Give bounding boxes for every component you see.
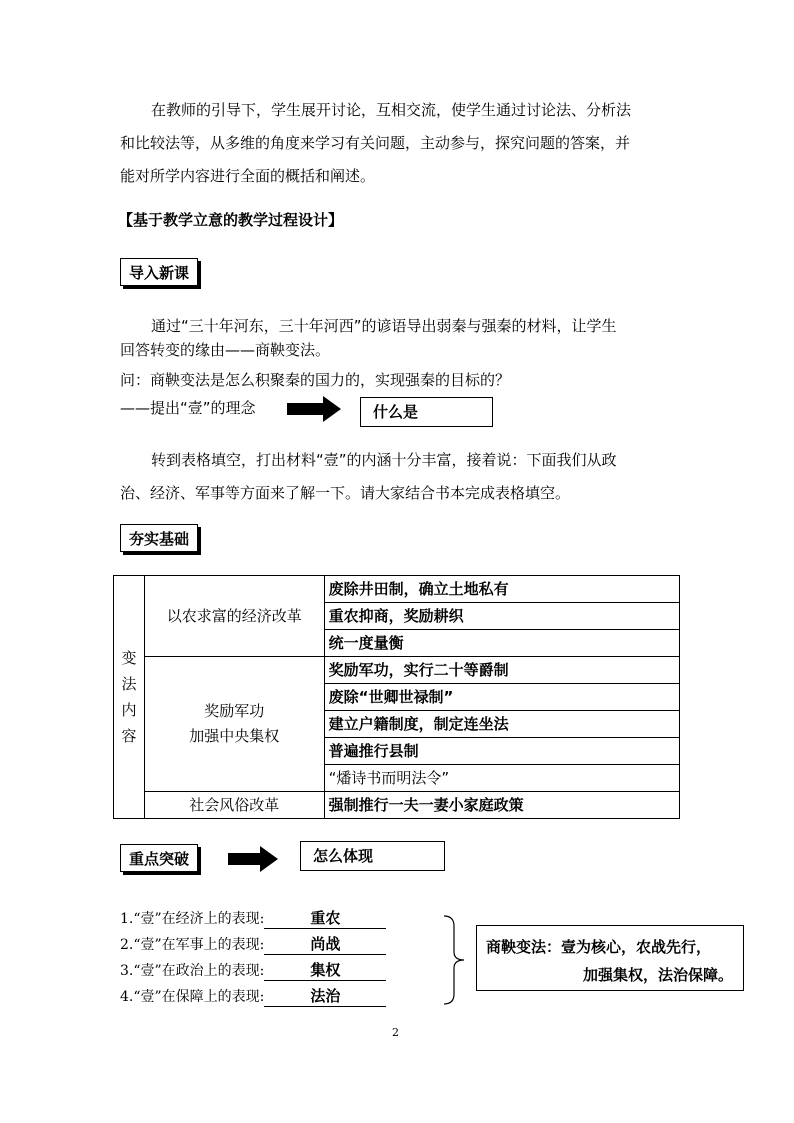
category-line: 奖励军功 xyxy=(204,702,265,720)
category-cell xyxy=(144,792,324,819)
reform-content-table xyxy=(113,575,680,819)
intro-line: 能对所学内容进行全面的概括和阐述。 xyxy=(120,167,376,185)
answer-blank: 集权 xyxy=(264,960,386,981)
table-cell: 废除“世卿世禄制” xyxy=(324,684,679,711)
item-prefix: 3.“壹”在政治上的表现: xyxy=(120,963,265,979)
table-cell: 普遍推行县制 xyxy=(324,738,679,765)
paragraph-line: 通过“三十年河东，三十年河西”的谚语导出弱秦与强秦的材料，让学生 xyxy=(151,317,617,335)
answer-blank: 法治 xyxy=(264,986,386,1007)
step-label-intro: 导入新课 xyxy=(120,258,198,286)
item-prefix: 2.“壹”在军事上的表现: xyxy=(120,937,265,953)
item-prefix: 4.“壹”在保障上的表现: xyxy=(120,989,265,1005)
table-row xyxy=(114,576,680,603)
right-arrow-icon xyxy=(287,396,341,422)
paragraph-line: 转到表格填空，打出材料“壹”的内涵十分丰富，接着说：下面我们从政 xyxy=(151,451,617,469)
category-cell xyxy=(144,576,324,657)
table-cell: 废除井田制，确立土地私有 xyxy=(324,576,679,603)
step-label-foundation: 夯实基础 xyxy=(120,524,198,552)
vertical-char: 内 xyxy=(121,701,137,719)
table-row xyxy=(114,792,680,819)
summary-box xyxy=(476,925,744,991)
table-row xyxy=(114,657,680,684)
category-line: 社会风俗改革 xyxy=(189,795,280,814)
concept-text: ——提出“壹”的理念 xyxy=(120,399,256,417)
section-heading: 【基于教学立意的教学过程设计】 xyxy=(118,211,344,229)
vertical-label-cell xyxy=(114,576,145,819)
category-cell xyxy=(144,657,324,792)
paragraph-line: 治、经济、军事等方面来了解一下。请大家结合书本完成表格填空。 xyxy=(120,484,571,502)
table-cell: 统一度量衡 xyxy=(324,630,679,657)
table-cell: “燔诗书而明法令” xyxy=(324,765,679,792)
right-brace-icon xyxy=(440,914,476,1006)
intro-lesson-paragraph xyxy=(120,314,617,362)
summary-line: 商鞅变法：壹为核心，农战先行， xyxy=(486,938,712,956)
right-arrow-icon xyxy=(228,846,278,872)
intro-paragraph xyxy=(120,98,631,188)
item-prefix: 1.“壹”在经济上的表现: xyxy=(120,911,265,927)
step-label-breakthrough: 重点突破 xyxy=(120,844,198,872)
transition-paragraph xyxy=(120,448,617,505)
what-is-box: 什么是 xyxy=(360,397,493,427)
vertical-char: 变 xyxy=(121,649,137,667)
list-item xyxy=(120,984,386,1010)
category-line: 以农求富的经济改革 xyxy=(166,606,302,625)
manifestation-list xyxy=(120,906,386,1010)
intro-line: 和比较法等，从多维的角度来学习有关问题，主动参与，探究问题的答案，并 xyxy=(120,134,631,152)
vertical-char: 法 xyxy=(121,675,137,693)
list-item xyxy=(120,958,386,984)
paragraph-line: 回答转变的缘由——商鞅变法。 xyxy=(120,341,331,359)
question-text: 问：商鞅变法是怎么积聚秦的国力的，实现强秦的目标的？ xyxy=(120,371,511,389)
intro-line: 在教师的引导下，学生展开讨论，互相交流，使学生通过讨论法、分析法 xyxy=(151,101,632,119)
how-reflected-box: 怎么体现 xyxy=(300,841,445,871)
list-item xyxy=(120,906,386,932)
vertical-char: 容 xyxy=(121,727,137,745)
page-number: 2 xyxy=(392,1026,399,1039)
category-line: 加强中央集权 xyxy=(189,727,280,745)
table-cell: 建立户籍制度，制定连坐法 xyxy=(324,711,679,738)
table-cell: 强制推行一夫一妻小家庭政策 xyxy=(324,792,679,819)
table-cell: 重农抑商，奖励耕织 xyxy=(324,603,679,630)
list-item xyxy=(120,932,386,958)
summary-line: 加强集权，法治保障。 xyxy=(582,966,733,984)
table-cell: 奖励军功，实行二十等爵制 xyxy=(324,657,679,684)
answer-blank: 重农 xyxy=(264,908,386,929)
answer-blank: 尚战 xyxy=(264,934,386,955)
